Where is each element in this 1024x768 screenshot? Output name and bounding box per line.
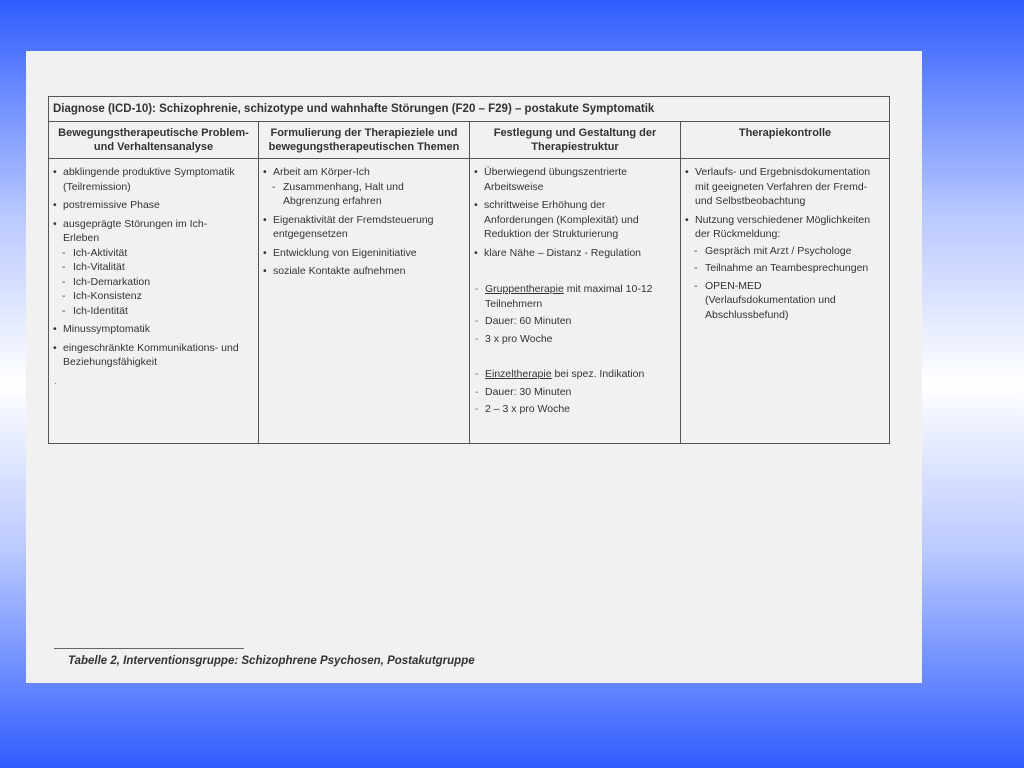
sub-item: - Gespräch mit Arzt / Psychologe [694,244,852,257]
bullet-icon: • [263,166,267,178]
dash-icon: - [475,385,479,398]
dash-icon: - [694,279,698,292]
list-item: • ausgeprägte Störungen im Ich- Erleben [53,217,208,244]
individual-frequency: - 2 – 3 x pro Woche [475,403,571,415]
dash-icon: - [475,403,479,415]
document-page [26,51,922,683]
individual-therapy-item: - Einzeltherapie bei spez. Indikation [475,368,645,380]
bullet-icon: • [263,246,267,259]
bullet-icon: • [53,323,57,335]
bullet-icon: • [263,265,267,277]
list-item: • soziale Kontakte aufnehmen [263,265,406,277]
caption-rule [54,648,244,649]
bullet-icon: • [53,199,57,211]
bullet-icon: • [685,166,689,178]
list-item: • Nutzung verschiedener Möglichkeiten der Rückmeldung: [685,213,871,240]
list-item: • schrittweise Erhöhung der Anforderungen (Komplexität) und Reduktion der Strukturierung [474,199,639,240]
column-problem-analysis [49,159,259,444]
sub-item: - Ich-Demarkation [62,275,151,288]
header-problem-analysis: Bewegungstherapeutische Problem- und Verhaltensanalyse [49,122,259,158]
list-item: • Arbeit am Körper-Ich [263,166,370,178]
bullet-icon: • [474,166,478,178]
dash-icon: - [62,304,66,317]
header-therapy-structure: Festlegung und Gestaltung der Therapiestruktur [470,122,681,158]
dash-icon: - [62,290,66,302]
header-therapy-goals: Formulierung der Therapieziele und bewegungstherapeutischen Themen [259,122,470,158]
list-item: • postremissive Phase [53,199,160,211]
list-item: • Verlaufs- und Ergebnisdokumentation mit geeigneten Verfahren der Fremd- und Selbstbeobachtung [685,166,871,207]
dash-icon: - [475,315,479,327]
sub-item: - OPEN-MED (Verlaufsdokumentation und Abschlussbefund) [694,279,836,321]
table-caption: Tabelle 2, Interventionsgruppe: Schizophrene Psychosen, Postakutgruppe [68,655,475,667]
bullet-icon: • [474,246,478,259]
dash-icon: - [694,244,698,257]
table-body-row [49,159,889,444]
sub-item: - Ich-Konsistenz [62,290,142,302]
sub-item: - Teilnahme an Teambesprechungen [694,262,869,274]
dash-icon: - [694,262,698,274]
list-item: • eingeschränkte Kommunikations- und Beziehungsfähigkeit [53,341,239,368]
stray-mark: . [54,374,57,387]
dash-icon: - [62,246,66,259]
dash-icon: - [475,332,479,345]
list-item: • klare Nähe – Distanz - Regulation [474,246,641,259]
bullet-icon: • [53,217,57,230]
dash-icon: - [475,283,479,295]
dash-icon: - [272,180,276,193]
sub-item: - Ich-Identität [62,304,128,317]
individual-duration: - Dauer: 30 Minuten [475,385,572,398]
bullet-icon: • [474,199,478,211]
bullet-icon: • [53,341,57,354]
group-frequency: - 3 x pro Woche [475,332,553,345]
group-duration: - Dauer: 60 Minuten [475,315,572,327]
list-item: • Überwiegend übungszentrierte Arbeitsweise [474,166,628,193]
list-item: • abklingende produktive Symptomatik (Teilremission) [53,166,235,193]
column-therapy-goals [259,159,470,444]
bullet-icon: • [685,213,689,226]
sub-item: - Ich-Vitalität [62,261,125,273]
dash-icon: - [62,261,66,273]
bullet-icon: • [53,166,57,178]
list-item: • Entwicklung von Eigeninitiative [263,246,417,259]
sub-item: - Zusammenhang, Halt und Abgrenzung erfahren [272,180,404,207]
table-header-row [49,122,889,159]
group-therapy-item: - Gruppentherapie mit maximal 10-12 Teilnehmern [475,283,653,310]
list-item: • Minussymptomatik [53,323,150,335]
column-therapy-structure [470,159,681,444]
bullet-icon: • [263,213,267,226]
intervention-table [48,96,890,444]
table-title: Diagnose (ICD-10): Schizophrenie, schizotype und wahnhafte Störungen (F20 – F29) – postakute Symptomatik [49,97,889,122]
column-therapy-control [681,159,889,444]
dash-icon: - [475,368,479,380]
sub-item: - Ich-Aktivität [62,246,128,259]
list-item: • Eigenaktivität der Fremdsteuerung entgegensetzen [263,213,434,240]
dash-icon: - [62,275,66,288]
header-therapy-control: Therapiekontrolle [738,127,832,139]
